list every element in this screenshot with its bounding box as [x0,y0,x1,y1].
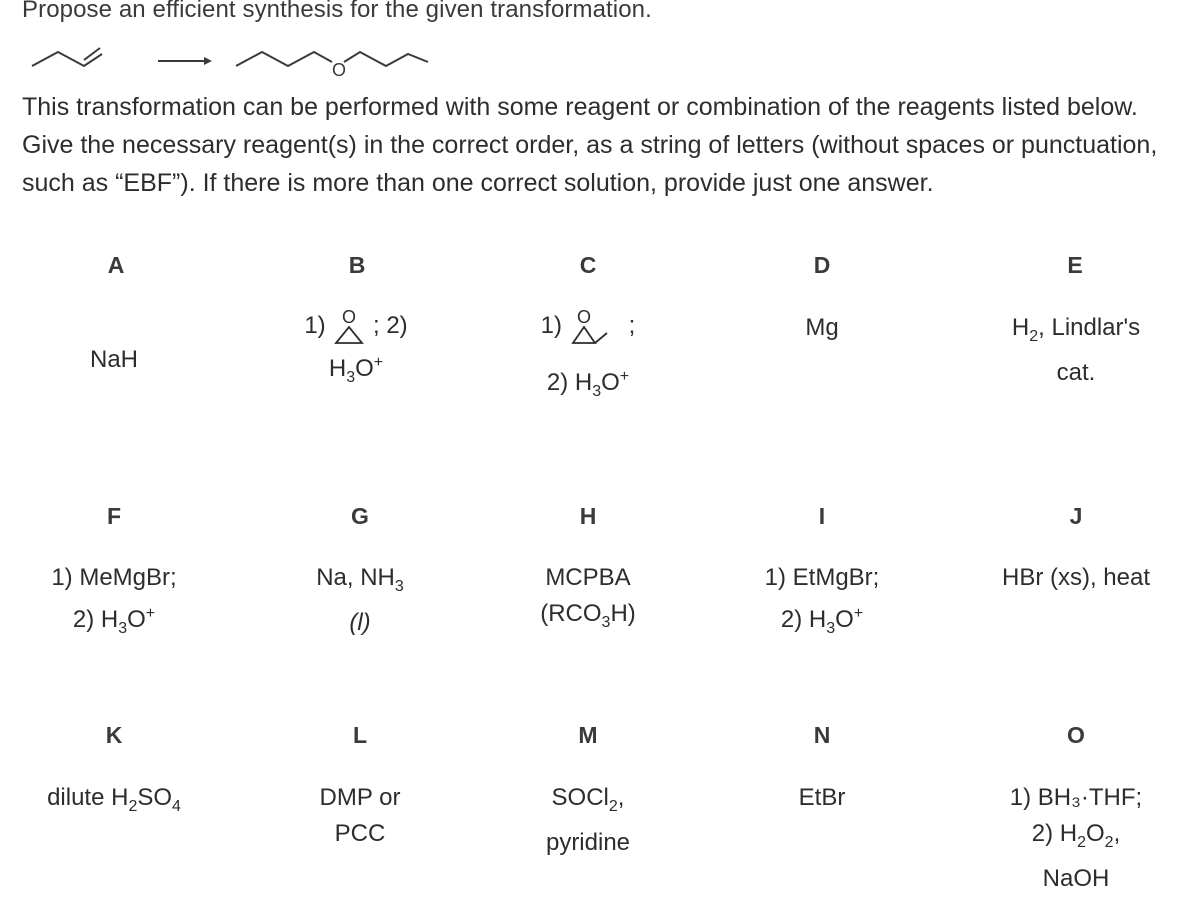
ethylene-oxide-structure [332,309,366,345]
reagent-b-separator: ; 2) [373,312,408,339]
reagent-k: dilute $H_2SO_4$ [47,784,181,815]
reagent-letter-l: L [352,722,368,748]
reagent-m-line2: pyridine [545,828,631,856]
reagent-letter-c: C [579,252,597,278]
reagent-h-line2: $(RCO_3H)$ [540,600,636,631]
question-title: Propose an efficient synthesis for the given transformation. [22,0,652,23]
reagent-i-line1: 1) EtMgBr; [764,564,880,591]
reagent-e [966,310,1186,391]
reagent-l [250,780,470,852]
reagent-c [478,308,698,409]
reagent-o-line2: 2) $H_2O_2$, [1031,820,1121,851]
reagent-o [966,780,1186,897]
reagent-a [4,342,224,378]
reagent-c-step1: 1) [540,312,562,339]
reagent-letter-j: J [1069,503,1083,529]
reagent-letter-m: M [578,722,598,748]
reagent-d [712,310,932,346]
reagent-letter-i: I [818,503,826,529]
reagent-n [712,780,932,816]
reagent-letter-h: H [579,503,597,529]
reagent-b-line1 [246,308,466,345]
reagent-j [966,560,1186,596]
reagent-letter-k: K [105,722,123,748]
reagent-f-line1: 1) MeMgBr; [51,564,177,591]
reagent-g [250,560,470,641]
reaction-arrowhead [204,57,212,65]
reagent-g-line1: Na, $NH_3$ [316,564,404,595]
reagent-letter-n: N [813,722,831,748]
propylene-oxide-structure [569,309,609,345]
reagent-m [478,780,698,861]
reagent-letter-o: O [1067,722,1085,748]
svg-text:O: O [342,308,357,327]
reagent-b-line2: $H_3O^+$ [328,353,384,386]
reagent-f-line2: 2) $H_3O^+$ [72,605,156,637]
reagent-letter-f: F [106,503,122,529]
reagent-e-line2: cat. [1056,358,1096,386]
reagent-i [712,560,932,647]
reagent-i-line2: 2) $H_3O^+$ [780,605,864,637]
reaction-scheme [28,38,448,78]
reagent-a-text: NaH [89,346,138,373]
reagent-letter-d: D [813,252,831,278]
reagent-g-line2: (l) [349,608,371,636]
reagent-o-line3: NaOH [1042,864,1110,892]
reagent-o-line1: 1) BH₃·THF; [1009,784,1143,811]
reagent-d-text: Mg [805,314,839,341]
reagent-j-text: HBr (xs), heat [1001,564,1151,591]
reagent-c-separator: ; [628,312,636,339]
reagent-l-line1: DMP or [319,784,401,811]
starting-alkene-structure [32,48,102,66]
reagent-b-step1: 1) [304,312,326,339]
reagent-letter-b: B [348,252,366,278]
reagent-c-line2: 2) $H_3O^+$ [546,367,630,400]
reagent-b [246,308,466,395]
reagent-letter-g: G [351,503,369,529]
oxygen-atom-label: O [332,60,347,78]
reagent-f [4,560,224,647]
reagent-h [478,560,698,641]
reagent-c-line1 [478,308,698,345]
reagent-e-line1: $H_2$, Lindlar's [1011,314,1141,345]
svg-text:O: O [576,308,591,327]
reagent-letter-a: A [107,252,125,278]
reagent-n-text: EtBr [798,784,846,811]
instructions-text: This transformation can be performed with some reagent or combination of the reagents listed below. Give the necessary reagent(s) in the correct order, as a string of letters (without spaces or punctuation, such as “EBF”). If there is more than one correct solution, provide just one answer. [22,93,1158,197]
reagent-letter-e: E [1067,252,1083,278]
reagent-h-line1: MCPBA [545,564,631,591]
reagent-l-line2: PCC [334,820,386,847]
reagent-m-line1: SOCl$_2$, [551,784,625,815]
